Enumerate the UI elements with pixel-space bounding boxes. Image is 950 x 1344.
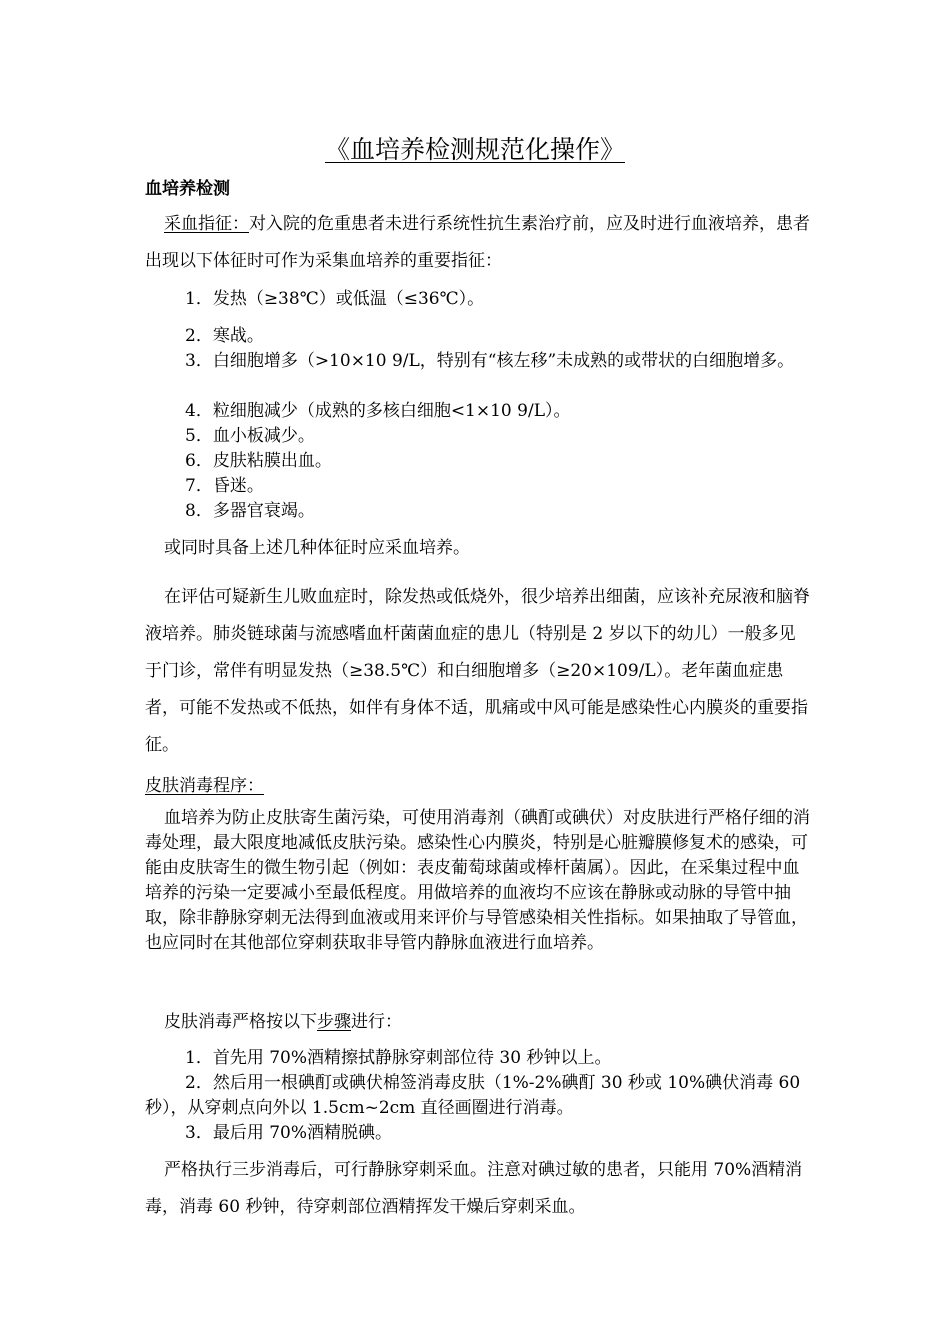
disinfection-paragraph — [145, 806, 810, 956]
steps-intro — [145, 1010, 810, 1035]
indications-intro: 对入院的危重患者未进行系统性抗生素治疗前，应及时进行血液培养，患者出现以下体征时可作为采集血培养的重要指征： — [145, 214, 810, 271]
indication-item-5: 5．血小板减少。 — [185, 426, 315, 446]
disinfection-label — [145, 774, 810, 799]
disinfection-paragraph-text: 血培养为防止皮肤寄生菌污染，可使用消毒剂（碘酊或碘伏）对皮肤进行严格仔细的消毒处理，最大限度地减低皮肤污染。感染性心内膜炎，特别是心脏瓣膜修复术的感染，可能由皮肤寄生的微生物引起（例如：表皮葡萄球菌或棒杆菌属）。因此，在采集过程中血培养的污染一定要减小至最低程度。用做培养的血液均不应该在静脉或动脉的导管中抽取，除非静脉穿刺无法得到血液或用来评价与导管感染相关性指标。如果抽取了导管血，也应同时在其他部位穿刺获取非导管内静脉血液进行血培养。 — [145, 808, 810, 953]
indication-item-2: 2．寒战。 — [185, 326, 264, 346]
disinfection-step-2: 2．然后用一根碘酊或碘伏棉签消毒皮肤（1%-2%碘酊 30 秒或 10%碘伏消毒 60 秒），从穿刺点向外以 1.5cm~2cm 直径画圈进行消毒。 — [145, 1073, 801, 1118]
disinfection-closing: 严格执行三步消毒后，可行静脉穿刺采血。注意对碘过敏的患者，只能用 70%酒精消毒，消毒 60 秒钟，待穿刺部位酒精挥发干燥后穿刺采血。 — [145, 1160, 803, 1217]
indications-conclusion: 或同时具备上述几种体征时应采血培养。 — [164, 538, 470, 558]
indications-label: 采血指征： — [164, 214, 249, 234]
steps-intro-before: 皮肤消毒严格按以下 — [164, 1012, 317, 1032]
disinfection-step-3: 3．最后用 70%酒精脱碘。 — [185, 1123, 393, 1143]
indication-item-8: 8．多器官衰竭。 — [185, 501, 315, 521]
indication-item-1: 1．发热（≥38℃）或低温（≤36℃）。 — [185, 289, 485, 309]
steps-intro-after: 进行： — [351, 1012, 402, 1032]
indication-item-6: 6．皮肤粘膜出血。 — [185, 451, 332, 471]
indication-item-3: 3．白细胞增多（>10×10 9/L，特别有“核左移”未成熟的或带状的白细胞增多。 — [185, 351, 795, 371]
indication-item-7: 7．昏迷。 — [185, 476, 264, 496]
document-title — [0, 132, 950, 168]
disinfection-label-text: 皮肤消毒程序： — [145, 776, 264, 796]
disinfection-step-1: 1．首先用 70%酒精擦拭静脉穿刺部位待 30 秒钟以上。 — [185, 1048, 612, 1068]
indications-paragraph — [145, 206, 810, 280]
steps-intro-link: 步骤 — [317, 1012, 351, 1032]
neonatal-paragraph: 在评估可疑新生儿败血症时，除发热或低烧外，很少培养出细菌，应该补充尿液和脑脊液培养。肺炎链球菌与流感嗜血杆菌菌血症的患儿（特别是 2 岁以下的幼儿）一般多见于门诊，常伴有明显发热（≥38.5℃）和白细胞增多（≥20×109/L）。老年菌血症患者，可能不发热或不低热，如伴有身体不适，肌痛或中风可能是感染性心内膜炎的重要指征。 — [145, 587, 810, 755]
indication-item-4: 4．粒细胞减少（成熟的多核白细胞<1×10 9/L）。 — [185, 401, 571, 421]
section-heading: 血培养检测 — [145, 179, 230, 199]
document-title-text: 《血培养检测规范化操作》 — [324, 135, 625, 164]
